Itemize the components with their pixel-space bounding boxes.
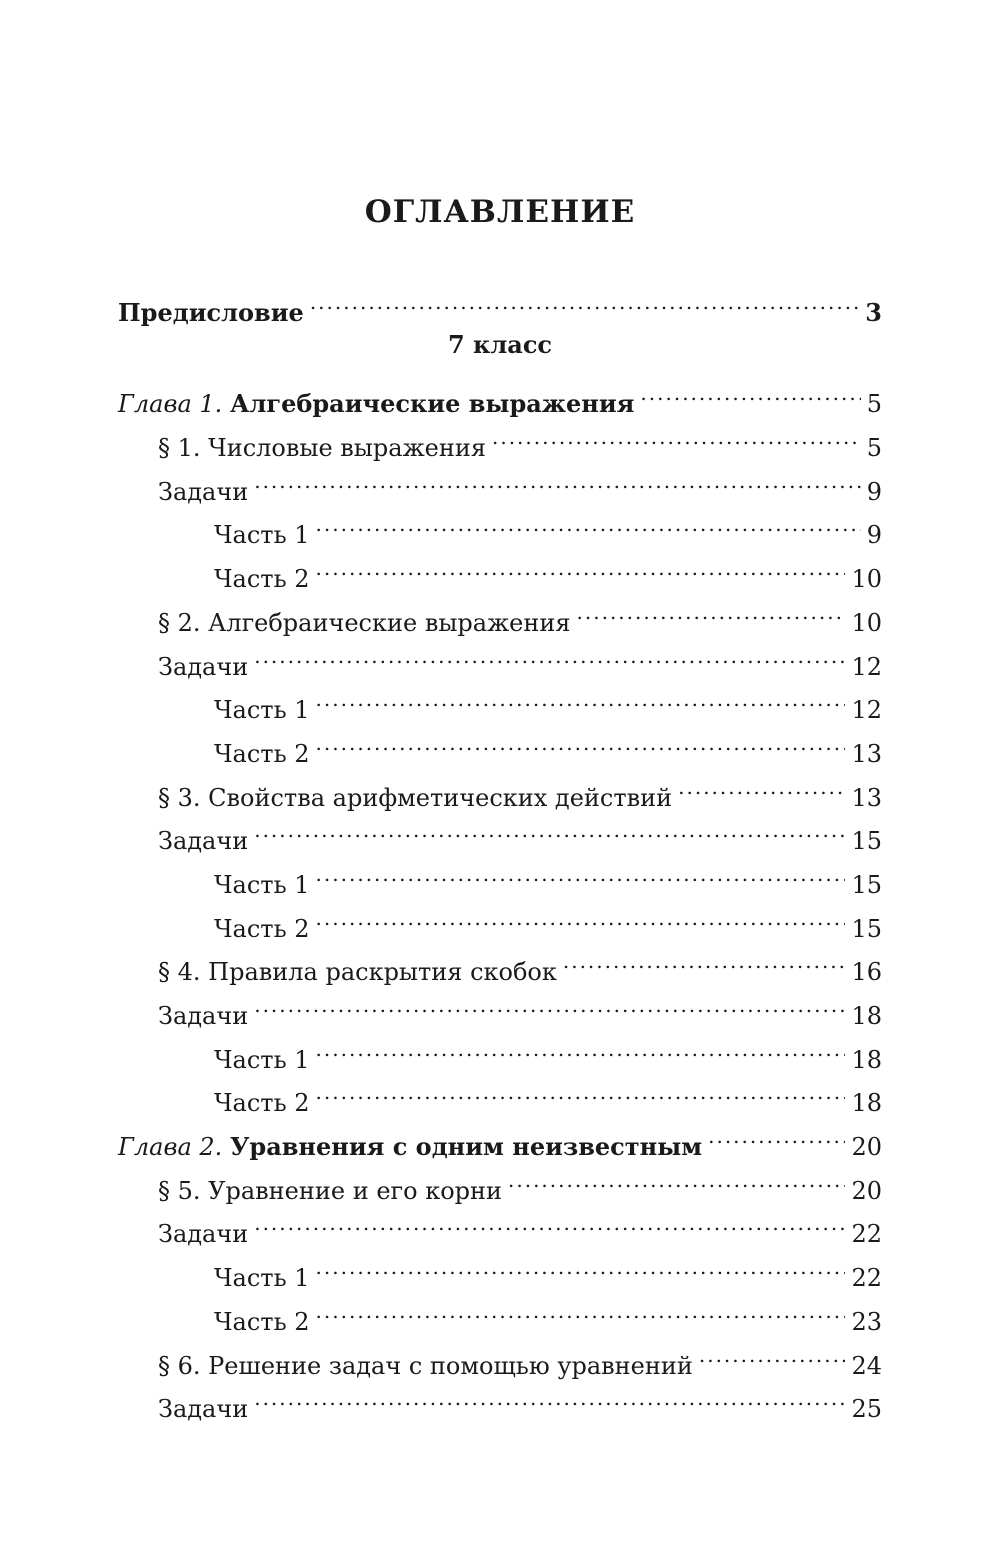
dot-leader	[316, 893, 846, 937]
dot-leader	[316, 543, 846, 587]
toc-entry-page: 15	[851, 914, 882, 943]
toc-entry-page: 12	[851, 696, 882, 725]
dot-leader	[492, 412, 861, 456]
toc-entry-page: 22	[851, 1220, 882, 1249]
toc-entry-label: Часть 2	[214, 565, 310, 594]
dot-leader	[640, 369, 860, 413]
toc-entry-chapter[interactable]	[118, 369, 882, 419]
chapter-number: Глава 2.	[118, 1133, 223, 1162]
toc-entry-label: Задачи	[158, 1220, 249, 1249]
toc-entry-page: 10	[851, 565, 882, 594]
toc-entry-page: 13	[851, 739, 882, 768]
toc-entry-label: Часть 2	[214, 914, 310, 943]
toc-entry-preface[interactable]	[118, 277, 882, 327]
toc-entry-label: Часть 2	[214, 739, 310, 768]
toc-entry-label: Задачи	[158, 652, 249, 681]
toc-entry-page: 24	[851, 1351, 882, 1380]
toc-entry-page: 23	[851, 1307, 882, 1336]
grade-heading: 7 класс	[447, 329, 553, 359]
toc-entry-label: Часть 1	[214, 696, 310, 725]
toc-entry-page: 16	[851, 958, 882, 987]
toc-entry-page: 22	[851, 1264, 882, 1293]
toc-entry-label: Задачи	[158, 827, 249, 856]
toc-entry-label: Часть 1	[214, 1045, 310, 1074]
dot-leader	[316, 718, 846, 762]
toc-entry-page: 18	[851, 1002, 882, 1030]
toc-entry-page: 5	[866, 434, 882, 463]
toc-entry-label: § 4. Правила раскрытия скобок	[158, 958, 557, 987]
dot-leader	[316, 849, 846, 893]
toc-entry-page: 20	[851, 1133, 882, 1162]
dot-leader	[316, 500, 861, 544]
dot-leader	[508, 1155, 845, 1199]
chapter-title: Алгебраические выражения	[229, 389, 635, 419]
toc-entry-label: § 1. Числовые выражения	[158, 434, 486, 463]
dot-leader	[316, 1024, 846, 1068]
dot-leader	[708, 1111, 845, 1155]
dot-leader	[316, 675, 846, 719]
toc-entry-page: 15	[851, 827, 882, 856]
chapter-number: Глава 1.	[118, 390, 223, 419]
dot-leader	[254, 1374, 845, 1418]
toc-entry-page: 9	[866, 477, 882, 506]
toc-entry-page: 13	[851, 783, 882, 812]
dot-leader	[699, 1330, 846, 1374]
toc-entry-page: 15	[851, 870, 882, 899]
toc-entry-label: Часть 2	[214, 1089, 310, 1118]
dot-leader	[316, 1068, 846, 1112]
toc-entry-label: Часть 1	[214, 1264, 310, 1293]
toc-entry-label: Задачи	[158, 1002, 249, 1030]
dot-leader	[316, 1286, 846, 1330]
toc-entry-label: Часть 1	[214, 521, 310, 550]
dot-leader	[316, 1242, 846, 1286]
toc-entry-page: 12	[851, 652, 882, 681]
dot-leader	[577, 587, 846, 631]
table-of-contents	[118, 277, 882, 1424]
toc-entry-label: § 5. Уравнение и его корни	[158, 1176, 502, 1205]
toc-entry-label: § 3. Свойства арифметических действий	[158, 783, 673, 812]
toc-entry-label: Часть 2	[214, 1307, 310, 1336]
toc-entry-page: 10	[851, 608, 882, 637]
dot-leader	[678, 762, 845, 806]
toc-entry-label: Предисловие	[118, 297, 304, 327]
toc-entry-page: 3	[865, 297, 882, 327]
toc-entry-page: 18	[851, 1089, 882, 1118]
toc-entry-label: § 2. Алгебраические выражения	[158, 608, 571, 637]
toc-entry-label: Часть 1	[214, 870, 310, 899]
toc-entry-label: Задачи	[158, 1395, 249, 1424]
dot-leader	[310, 277, 859, 321]
dot-leader	[563, 937, 846, 981]
dot-leader	[254, 456, 861, 500]
toc-entry-label: Задачи	[158, 477, 249, 506]
toc-entry-page: 20	[851, 1176, 882, 1205]
toc-entry-page: 25	[851, 1395, 882, 1424]
dot-leader	[254, 806, 845, 850]
toc-entry-label: § 6. Решение задач с помощью уравнений	[158, 1351, 693, 1380]
page-title: ОГЛАВЛЕНИЕ	[364, 194, 636, 230]
toc-entries	[118, 369, 882, 1424]
toc-entry-page: 18	[851, 1045, 882, 1074]
toc-entry-page: 5	[866, 390, 882, 419]
dot-leader	[254, 1199, 845, 1243]
dot-leader	[254, 631, 845, 675]
toc-entry-page: 9	[866, 521, 882, 550]
chapter-title: Уравнения с одним неизвестным	[229, 1132, 703, 1162]
dot-leader	[254, 980, 845, 1024]
